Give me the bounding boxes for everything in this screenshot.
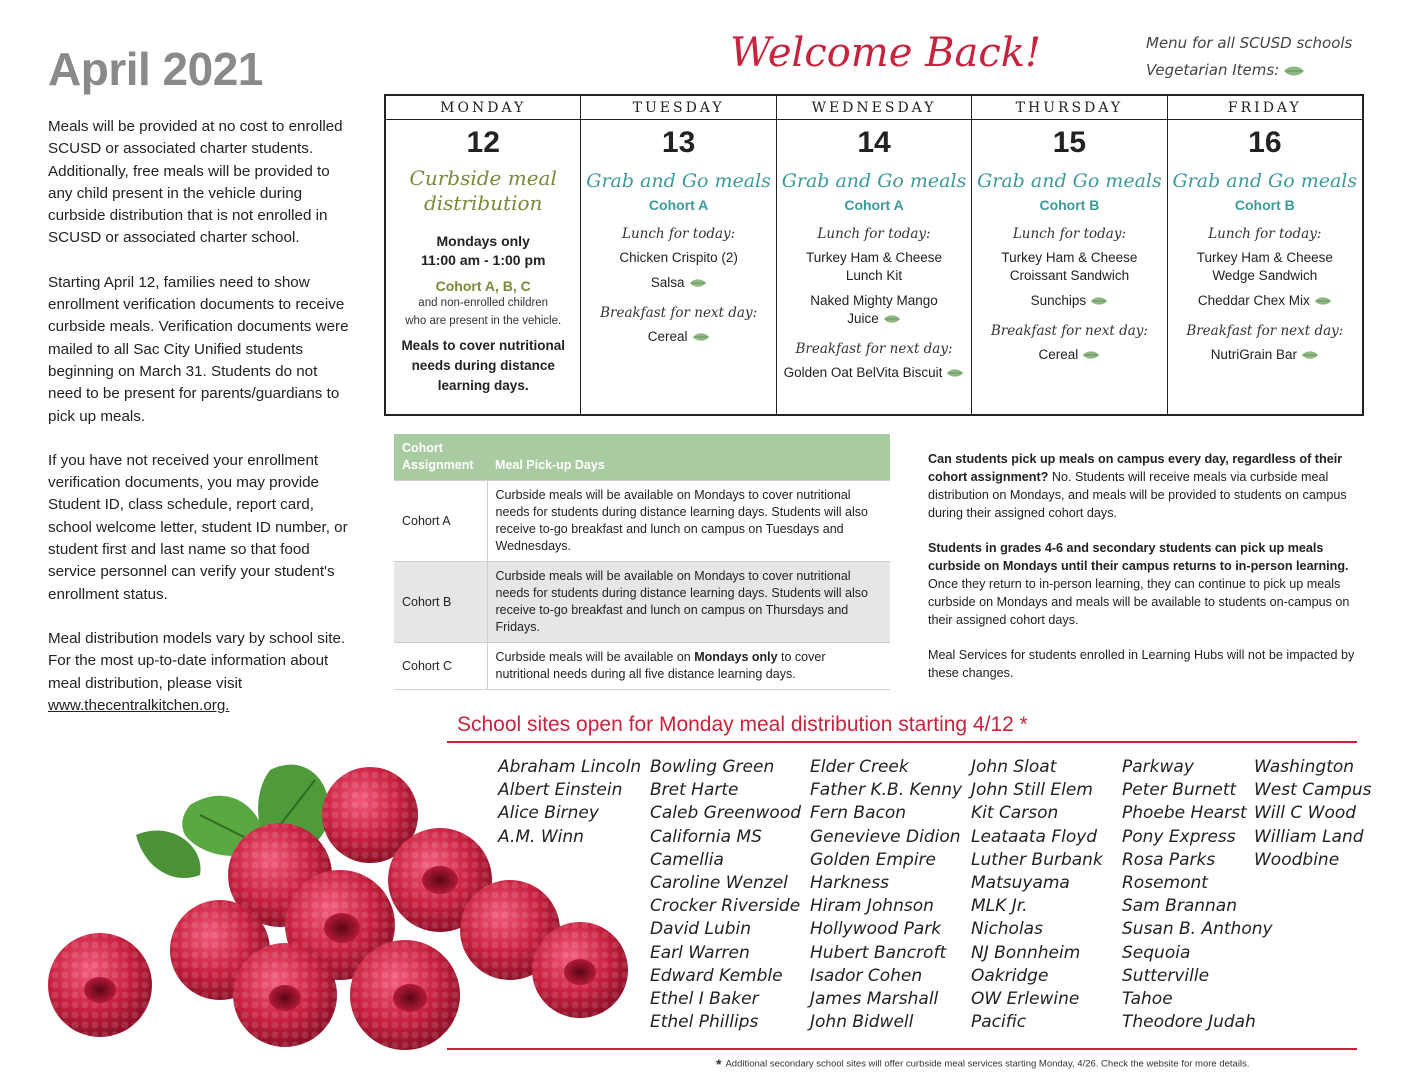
grab-and-go-title: Grab and Go meals: [586, 170, 771, 192]
sites-column: [971, 756, 1103, 1034]
menu-note: [1146, 30, 1352, 84]
school-site-name: Abraham Lincoln: [498, 757, 642, 777]
day-date: 14: [857, 126, 891, 159]
faq-question: Can students pick up meals on campus every day, regardless of their cohort assignment?: [928, 452, 1343, 484]
school-site-name: Oakridge: [971, 965, 1049, 986]
menu-item: [1001, 249, 1137, 285]
divider: [447, 741, 1357, 743]
curbside-title-line: distribution: [423, 191, 543, 215]
table-row: [394, 481, 890, 562]
menu-item-line: Croissant Sandwich: [1009, 268, 1130, 283]
school-site-name: Edward Kemble: [650, 965, 783, 986]
school-site-name: Crocker Riverside: [650, 896, 801, 917]
faq-item: [928, 539, 1358, 629]
vegetarian-leaf-icon: [1301, 350, 1319, 360]
day-monday: [386, 96, 581, 414]
day-name: MONDAY: [386, 96, 580, 120]
school-site-name: Sequoia: [1122, 942, 1191, 963]
school-site-name: Camellia: [650, 849, 724, 870]
day-date: 12: [466, 126, 500, 159]
day-name: WEDNESDAY: [777, 96, 971, 120]
vegetarian-leaf-icon: [1082, 350, 1100, 360]
vegetarian-legend-label: Vegetarian Items:: [1146, 61, 1280, 79]
school-site-name: Will C Wood: [1254, 803, 1357, 824]
school-site-name: Fern Bacon: [810, 803, 907, 824]
curbside-title: [410, 166, 557, 216]
header-line: Cohort: [402, 441, 443, 455]
eligibility-line: who are present in the vehicle.: [405, 315, 562, 327]
menu-item-label: Salsa: [650, 275, 685, 290]
table-header-row: [394, 434, 890, 481]
school-site-name: A.M. Winn: [498, 826, 584, 847]
sites-column: [650, 756, 801, 1034]
menu-item: [1197, 249, 1333, 285]
intro-paragraph: Meals will be provided at no cost to enrolled SCUSD or associated charter students. Additionally, free meals will be provided to any child present in the vehicle during curbside distribution that is not enrolled in SCUSD or associated charter school.: [48, 118, 343, 247]
grab-and-go-title: Grab and Go meals: [1172, 170, 1358, 192]
school-site-name: Hollywood Park: [810, 919, 942, 940]
table-row: [394, 562, 890, 643]
school-site-name: Caleb Greenwood: [650, 803, 802, 824]
school-site-name: Nicholas: [971, 919, 1043, 940]
menu-item: [1198, 292, 1332, 310]
intro-text: [48, 116, 350, 739]
school-site-name: Theodore Judah: [1122, 1012, 1256, 1033]
intro-paragraph: [48, 628, 350, 717]
breakfast-heading: Breakfast for next day:: [1186, 323, 1344, 339]
menu-item-label: Cheddar Chex Mix: [1197, 293, 1310, 308]
grab-and-go-title: Grab and Go meals: [977, 170, 1162, 192]
school-site-name: Kit Carson: [971, 803, 1059, 824]
cohort-label: Cohort A: [648, 197, 709, 213]
footnote: [716, 1056, 1249, 1072]
lunch-heading: Lunch for today:: [622, 226, 736, 242]
menu-item: [1039, 346, 1101, 364]
leaf-icon: [1283, 65, 1305, 77]
cohort-text: to cover nutritional needs during all five distance learning days.: [495, 650, 826, 681]
breakfast-heading: Breakfast for next day:: [795, 341, 953, 357]
school-site-name: Tahoe: [1122, 989, 1173, 1010]
school-site-name: Parkway: [1122, 757, 1194, 777]
school-site-name: Father K.B. Kenny: [810, 780, 963, 801]
schedule-days: Mondays only: [436, 233, 530, 249]
school-site-name: MLK Jr.: [971, 896, 1028, 917]
cohort-label: Cohort B: [1234, 197, 1295, 213]
cohort-name: Cohort C: [394, 643, 487, 690]
school-site-name: Caroline Wenzel: [650, 873, 788, 894]
footnote-star: *: [716, 1056, 722, 1072]
breakfast-heading: Breakfast for next day:: [600, 305, 758, 321]
school-site-name: Pony Express: [1122, 826, 1236, 847]
school-site-name: William Land: [1254, 826, 1364, 847]
menu-item-line: Turkey Ham & Cheese: [1196, 250, 1333, 265]
nutrition-note: [401, 336, 565, 396]
school-site-name: OW Erlewine: [971, 989, 1080, 1010]
vegetarian-legend: [1146, 57, 1352, 84]
breakfast-heading: Breakfast for next day:: [990, 323, 1148, 339]
school-site-name: Hubert Bancroft: [810, 942, 947, 963]
faq-answer: No. Students will receive meals via curbside meal distribution on Mondays, and meals will be provided to students on campus during their assigned cohort days.: [928, 470, 1347, 520]
footnote-text: Additional secondary school sites will offer curbside meal services starting Monday, 4/26. Check the website for more details.: [725, 1058, 1250, 1070]
school-site-name: Washington: [1254, 757, 1355, 777]
lunch-heading: Lunch for today:: [817, 226, 931, 242]
school-site-name: Matsuyama: [971, 873, 1070, 894]
school-site-name: David Lubin: [650, 919, 752, 940]
schedule-hours: 11:00 am - 1:00 pm: [420, 252, 546, 268]
vegetarian-leaf-icon: [692, 332, 710, 342]
school-site-name: Bowling Green: [650, 757, 775, 777]
cohort-table: [394, 434, 890, 690]
table-header-days: Meal Pick-up Days: [487, 434, 890, 481]
school-site-name: Sutterville: [1122, 965, 1210, 986]
website-link[interactable]: www.thecentralkitchen.org.: [48, 696, 230, 714]
menu-item: [1211, 346, 1319, 364]
day-name: FRIDAY: [1168, 96, 1362, 120]
school-site-name: Genevieve Didion: [810, 826, 961, 847]
school-site-name: Ethel I Baker: [650, 989, 759, 1010]
day-date: 16: [1248, 126, 1282, 159]
school-site-name: James Marshall: [810, 989, 939, 1010]
vegetarian-leaf-icon: [883, 314, 901, 324]
day-friday: [1168, 96, 1362, 414]
menu-item-line: Wedge Sandwich: [1212, 268, 1318, 283]
cohort-name: Cohort B: [394, 562, 487, 643]
menu-item-label: NutriGrain Bar: [1210, 347, 1297, 362]
menu-item: [648, 328, 710, 346]
menu-item: Chicken Crispito (2): [619, 250, 738, 265]
school-site-name: John Sloat: [971, 757, 1057, 777]
cohort-label: Cohort B: [1039, 197, 1100, 213]
day-date: 15: [1052, 126, 1087, 159]
day-tuesday: [581, 96, 776, 414]
cohort-description: Curbside meals will be available on Mondays to cover nutritional needs for students during distance learning days. Students will also receive to-go breakfast and lunch on campus on Tuesdays and Wednesdays.: [487, 481, 890, 562]
vegetarian-leaf-icon: [1090, 296, 1108, 306]
school-site-name: Alice Birney: [498, 803, 599, 824]
vegetarian-leaf-icon: [946, 368, 964, 378]
cohort-text: Curbside meals will be available on: [495, 650, 695, 664]
school-site-name: Rosa Parks: [1122, 849, 1216, 870]
table-header-cohort: [394, 434, 487, 481]
cohort-name: Cohort A: [394, 481, 487, 562]
school-site-name: NJ Bonnheim: [971, 942, 1081, 963]
table-row: [394, 643, 890, 690]
menu-item-line: Lunch Kit: [845, 268, 903, 283]
cohort-label: Cohort A: [844, 197, 904, 213]
day-date: 13: [661, 126, 696, 159]
menu-item: [1031, 292, 1109, 310]
lunch-heading: Lunch for today:: [1012, 226, 1127, 242]
menu-item: [651, 274, 707, 292]
school-site-name: Woodbine: [1254, 849, 1340, 870]
curbside-schedule: [421, 232, 546, 270]
raspberries-image: [40, 750, 630, 1050]
school-site-name: Golden Empire: [810, 849, 936, 870]
school-site-name: Peter Burnett: [1122, 780, 1237, 801]
menu-item-line: Turkey Ham & Cheese: [805, 250, 943, 265]
day-wednesday: [777, 96, 972, 414]
header-line: Assignment: [402, 458, 474, 472]
sites-heading: School sites open for Monday meal distribution starting 4/12 *: [457, 713, 1028, 736]
menu-item-line: [810, 310, 938, 328]
cohort-description: Curbside meals will be available on Mondays to cover nutritional needs for students during distance learning days. Students will also receive to-go breakfast and lunch on campus on Thursdays and Fridays.: [487, 562, 890, 643]
faq-item: Meal Services for students enrolled in Learning Hubs will not be impacted by these changes.: [928, 648, 1355, 680]
intro-paragraph: If you have not received your enrollment verification documents, you may provide Student ID, class schedule, report card, school welcome letter, student ID number, or student first and last name so that food service personnel can verify your student's enrollment status.: [48, 451, 348, 603]
menu-item: [806, 249, 942, 285]
school-site-name: John Bidwell: [810, 1012, 914, 1033]
school-site-name: Albert Einstein: [498, 780, 623, 801]
menu-item: [784, 364, 965, 382]
school-site-name: Ethel Phillips: [650, 1012, 759, 1033]
day-thursday: [972, 96, 1167, 414]
menu-item-label: Cereal: [1038, 347, 1079, 362]
grab-and-go-title: Grab and Go meals: [781, 170, 967, 192]
page-title: April 2021: [48, 43, 263, 95]
menu-scope-note: Menu for all SCUSD schools: [1146, 34, 1353, 52]
day-name: THURSDAY: [972, 96, 1166, 120]
menu-item-label: Juice: [847, 311, 879, 326]
welcome-heading: Welcome Back!: [730, 30, 1042, 76]
lunch-heading: Lunch for today:: [1208, 226, 1322, 242]
nutrition-line: needs during distance: [411, 358, 555, 373]
intro-visit-text: Meal distribution models vary by school site. For the most up-to-date information about meal distribution, please visit: [48, 629, 346, 692]
vegetarian-leaf-icon: [1314, 296, 1332, 306]
sites-column: [810, 756, 962, 1034]
cohort-description: [487, 643, 890, 690]
menu-item-label: Cereal: [647, 329, 688, 344]
faq-item: [928, 450, 1358, 522]
curbside-title-line: Curbside meal: [409, 166, 557, 190]
menu-item-line: Turkey Ham & Cheese: [1001, 250, 1138, 265]
school-site-name: Harkness: [810, 873, 889, 894]
school-site-name: Pacific: [971, 1012, 1027, 1033]
menu-item: [810, 292, 938, 328]
school-site-name: Luther Burbank: [971, 849, 1103, 870]
faq-section: [928, 450, 1358, 699]
school-site-name: John Still Elem: [971, 780, 1093, 801]
school-site-name: Phoebe Hearst: [1122, 803, 1247, 824]
intro-paragraph: Starting April 12, families need to show enrollment verification documents to receive curbside meals. Verification documents were mailed to all Sac City Unified students beginning on March 31. Students do not need to be present for parents/guardians to pick up meals.: [48, 273, 349, 425]
school-site-name: Susan B. Anthony: [1122, 919, 1273, 940]
sites-column: [1254, 756, 1371, 872]
school-site-name: Leataata Floyd: [971, 826, 1098, 847]
school-site-name: Bret Harte: [650, 780, 739, 801]
day-name: TUESDAY: [581, 96, 775, 120]
menu-item-line: Naked Mighty Mango: [810, 293, 938, 308]
nutrition-line: Meals to cover nutritional: [401, 338, 565, 353]
menu-item-label: Golden Oat BelVita Biscuit: [783, 365, 943, 380]
vegetarian-leaf-icon: [689, 278, 707, 288]
menu-item-label: Sunchips: [1030, 293, 1087, 308]
sites-column: [1122, 756, 1273, 1034]
faq-question: Students in grades 4-6 and secondary students can pick up meals curbside on Mondays until their campus returns to in-person learning.: [928, 541, 1349, 573]
school-site-name: Hiram Johnson: [810, 896, 934, 917]
school-site-name: Sam Brannan: [1122, 896, 1237, 917]
school-site-name: Earl Warren: [650, 942, 750, 963]
eligibility-line: and non-enrolled children: [418, 297, 549, 309]
school-site-name: Rosemont: [1122, 873, 1208, 894]
cohort-text-emphasis: Mondays only: [694, 650, 778, 664]
school-site-name: Isador Cohen: [810, 965, 923, 986]
eligibility-note: [405, 294, 561, 330]
faq-answer: Once they return to in-person learning, they can continue to pick up meals curbside on Mondays and meals will be available to students on-campus on their assigned cohort days.: [928, 577, 1350, 627]
school-site-name: West Campus: [1254, 780, 1372, 801]
nutrition-line: learning days.: [437, 378, 529, 393]
school-site-name: California MS: [650, 826, 762, 847]
school-site-name: Elder Creek: [810, 757, 909, 777]
weekly-menu-calendar: [384, 94, 1364, 416]
cohort-label: Cohort A, B, C: [435, 278, 531, 294]
